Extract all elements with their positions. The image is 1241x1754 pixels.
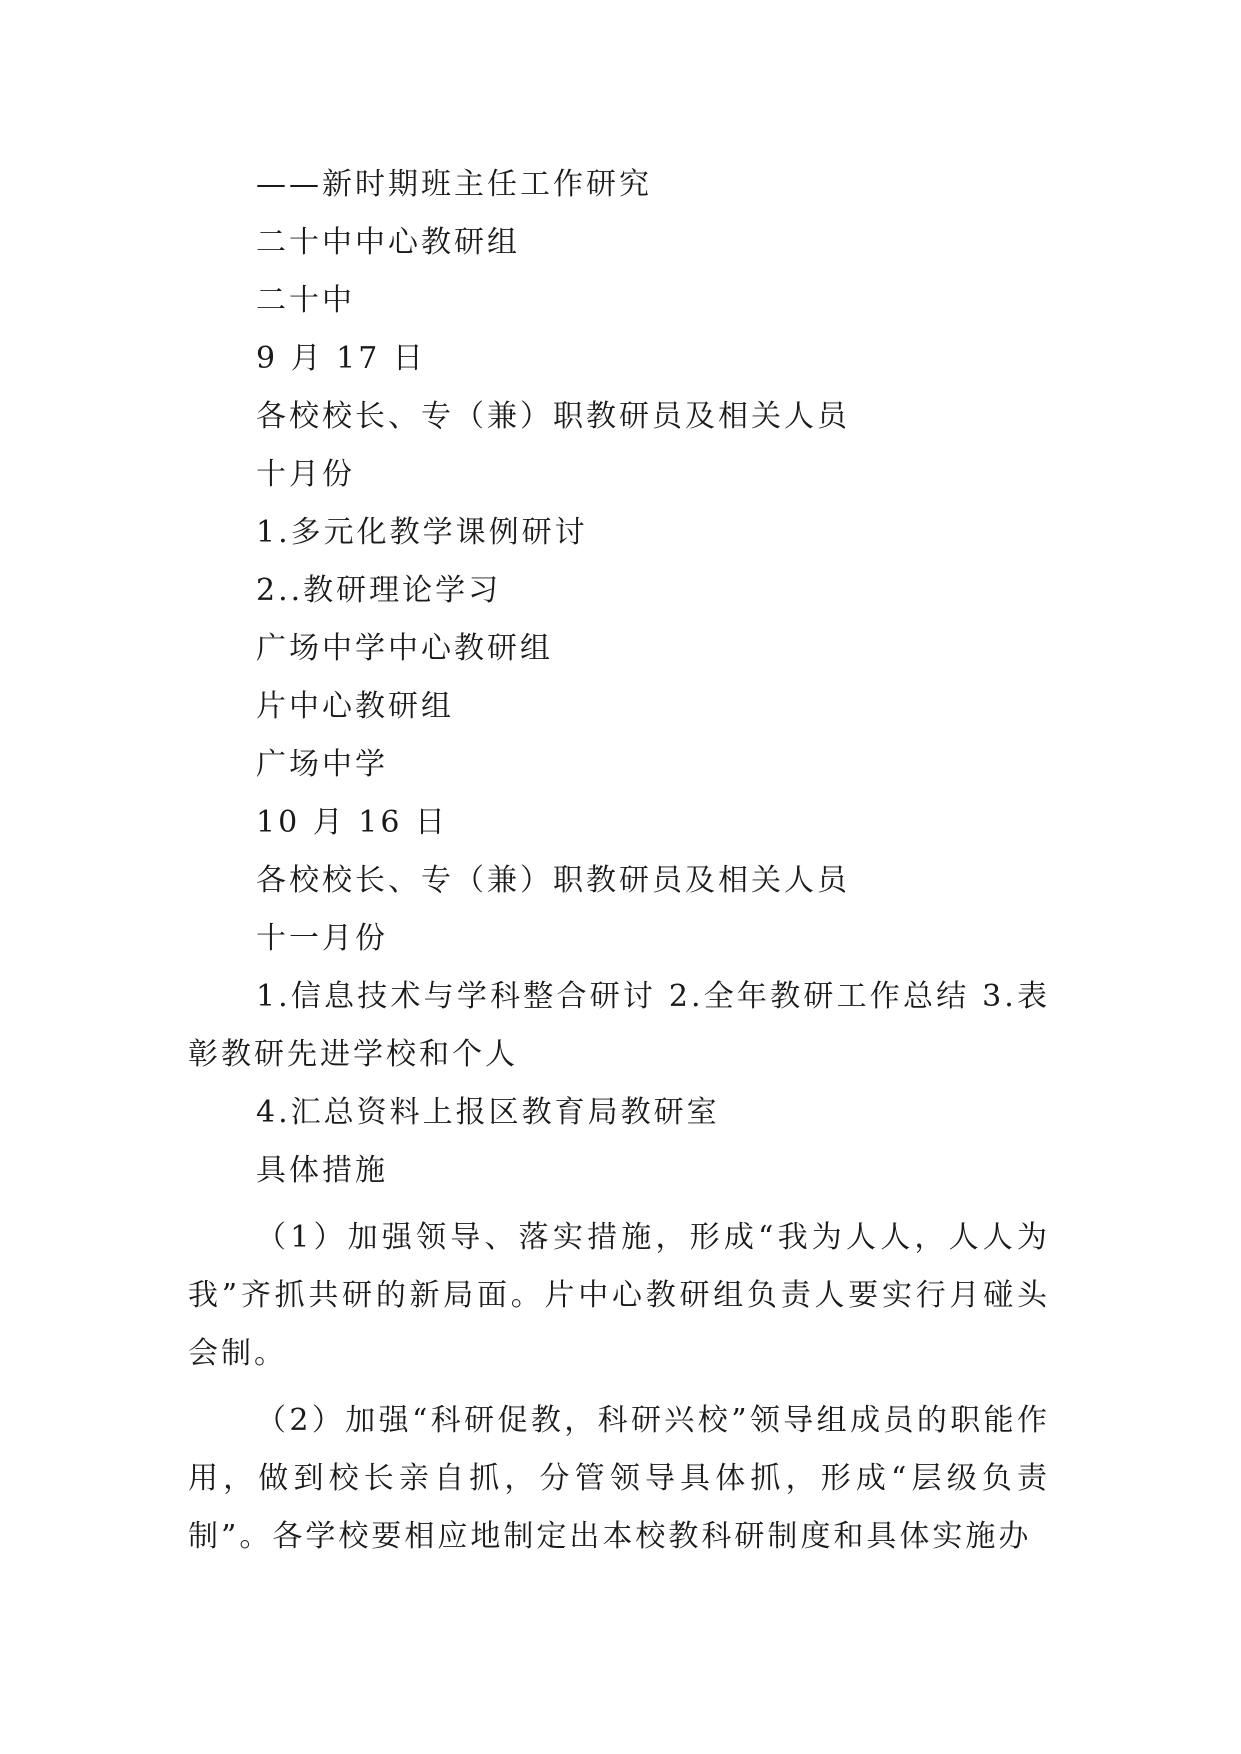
participants-line: 各校校长、专（兼）职教研员及相关人员 xyxy=(256,863,850,898)
venue-line: 广场中学 xyxy=(256,747,388,782)
organizer-line: 二十中中心教研组 xyxy=(256,225,520,260)
document-body xyxy=(188,156,1050,1566)
november-item-4: 4.汇总资料上报区教育局教研室 xyxy=(256,1095,720,1130)
participants-line: 各校校长、专（兼）职教研员及相关人员 xyxy=(256,399,850,434)
measures-heading: 具体措施 xyxy=(256,1153,388,1188)
group-line: 片中心教研组 xyxy=(256,689,454,724)
month-heading-november: 十一月份 xyxy=(256,921,388,956)
date-line: 9 月 17 日 xyxy=(256,341,426,376)
measure-paragraph-2: （2）加强“科研促教，科研兴校”领导组成员的职能作用，做到校长亲自抓，分管领导具体抓，形成“层级负责制”。各学校要相应地制定出本校教科研制度和具体实施办 xyxy=(188,1403,1050,1554)
measure-paragraph-1: （1）加强领导、落实措施，形成“我为人人，人人为我”齐抓共研的新局面。片中心教研组负责人要实行月碰头会制。 xyxy=(188,1220,1050,1371)
venue-line: 二十中 xyxy=(256,283,355,318)
november-items-paragraph: 1.信息技术与学科整合研讨 2.全年教研工作总结 3.表彰教研先进学校和个人 xyxy=(188,979,1050,1072)
organizer-line: 广场中学中心教研组 xyxy=(256,631,553,666)
october-item-1: 1.多元化教学课例研讨 xyxy=(256,515,588,550)
topic-subtitle: ——新时期班主任工作研究 xyxy=(256,167,652,202)
date-line: 10 月 16 日 xyxy=(256,805,448,840)
month-heading-october: 十月份 xyxy=(256,457,355,492)
october-item-2: 2..教研理论学习 xyxy=(256,573,502,608)
